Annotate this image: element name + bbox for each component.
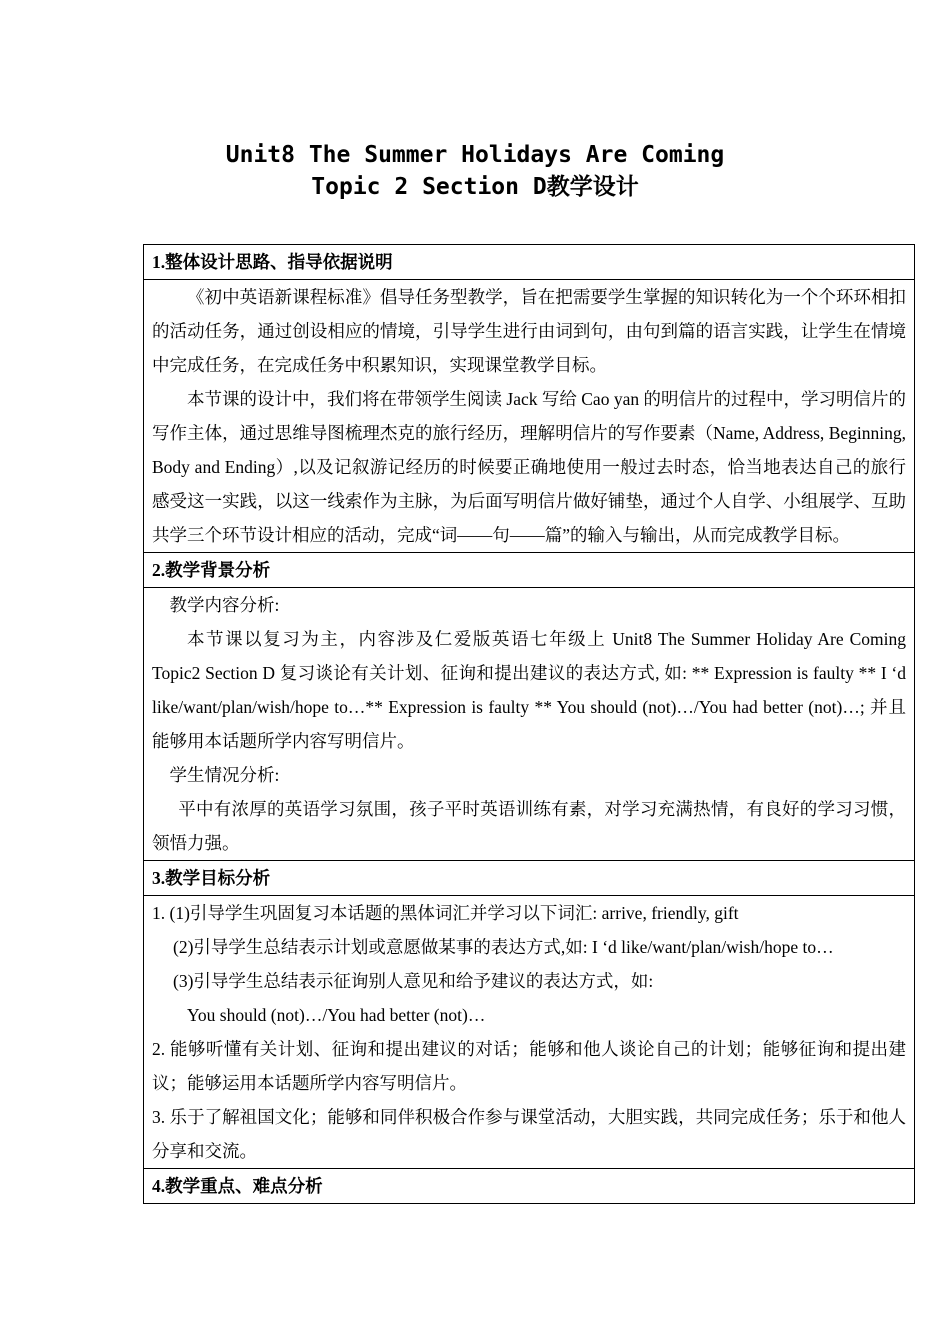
section-3-heading: 3.教学目标分析: [144, 861, 915, 896]
section-1-paragraph-2: 本节课的设计中，我们将在带领学生阅读 Jack 写给 Cao yan 的明信片的过程中，学习明信片的写作主体，通过思维导图梳理杰克的旅行经历，理解明信片的写作要素（Name, Address, Beginning, Body and Ending）,以及记叙游记经历的时候要正确地使用一般过去时态，恰当地表达自己的旅行感受这一实践，以这一线索作为主脉，为后面写明信片做好铺垫，通过个人自学、小组展学、互助共学三个环节设计相应的活动，完成“词——句——篇”的输入与输出，从而完成教学目标。: [152, 389, 906, 545]
content-analysis-text: 本节课以复习为主，内容涉及仁爱版英语七年级上 Unit8 The Summer Holiday Are Coming Topic2 Section D 复习谈论有关计划、征询和提出建议的表达方式, 如: ** Expression is faulty ** I ‘d like/want/plan/wish/hope to…** Expression is faulty ** You should (not)…/You had better (not)…; 并且能够用本话题所学内容写明信片。: [152, 629, 906, 751]
goal-1a: 1. (1)引导学生巩固复习本话题的黑体词汇并学习以下词汇: arrive, friendly, gift: [152, 903, 739, 923]
section-4-heading-row: [144, 1169, 915, 1204]
section-1-heading-row: [144, 245, 915, 280]
section-3-body: [144, 896, 915, 1169]
content-analysis-label: 教学内容分析:: [169, 595, 280, 615]
section-1-body: [144, 280, 915, 553]
document-subtitle: Topic 2 Section D教学设计: [311, 174, 639, 200]
student-analysis-label: 学生情况分析:: [169, 765, 280, 785]
section-4-heading: 4.教学重点、难点分析: [144, 1169, 915, 1204]
goal-1b: (2)引导学生总结表示计划或意愿做某事的表达方式,如: I ‘d like/want/plan/wish/hope to…: [173, 937, 834, 957]
section-1-body-row: [144, 280, 915, 553]
section-3-heading-row: [144, 861, 915, 896]
goal-1d: You should (not)…/You had better (not)…: [187, 1005, 486, 1025]
section-2-heading-row: [144, 553, 915, 588]
goal-1c: (3)引导学生总结表示征询别人意见和给予建议的表达方式，如:: [173, 971, 654, 991]
section-2-heading: 2.教学背景分析: [144, 553, 915, 588]
section-2-body-row: [144, 588, 915, 861]
document-title: Unit8 The Summer Holidays Are Coming: [225, 142, 725, 168]
section-3-body-row: [144, 896, 915, 1169]
goal-3: 3. 乐于了解祖国文化；能够和同伴积极合作参与课堂活动，大胆实践，共同完成任务；乐于和他人分享和交流。: [152, 1107, 906, 1161]
student-analysis-text: 平中有浓厚的英语学习氛围，孩子平时英语训练有素，对学习充满热情，有良好的学习习惯，领悟力强。: [152, 799, 906, 853]
goal-2: 2. 能够听懂有关计划、征询和提出建议的对话；能够和他人谈论自己的计划；能够征询和提出建议；能够运用本话题所学内容写明信片。: [152, 1039, 906, 1093]
section-2-body: [144, 588, 915, 861]
lesson-plan-table: [143, 244, 915, 1204]
section-1-heading: 1.整体设计思路、指导依据说明: [144, 245, 915, 280]
section-1-paragraph-1: 《初中英语新课程标准》倡导任务型教学，旨在把需要学生掌握的知识转化为一个个环环相扣的活动任务，通过创设相应的情境，引导学生进行由词到句，由句到篇的语言实践，让学生在情境中完成任务，在完成任务中积累知识，实现课堂教学目标。: [152, 287, 906, 375]
